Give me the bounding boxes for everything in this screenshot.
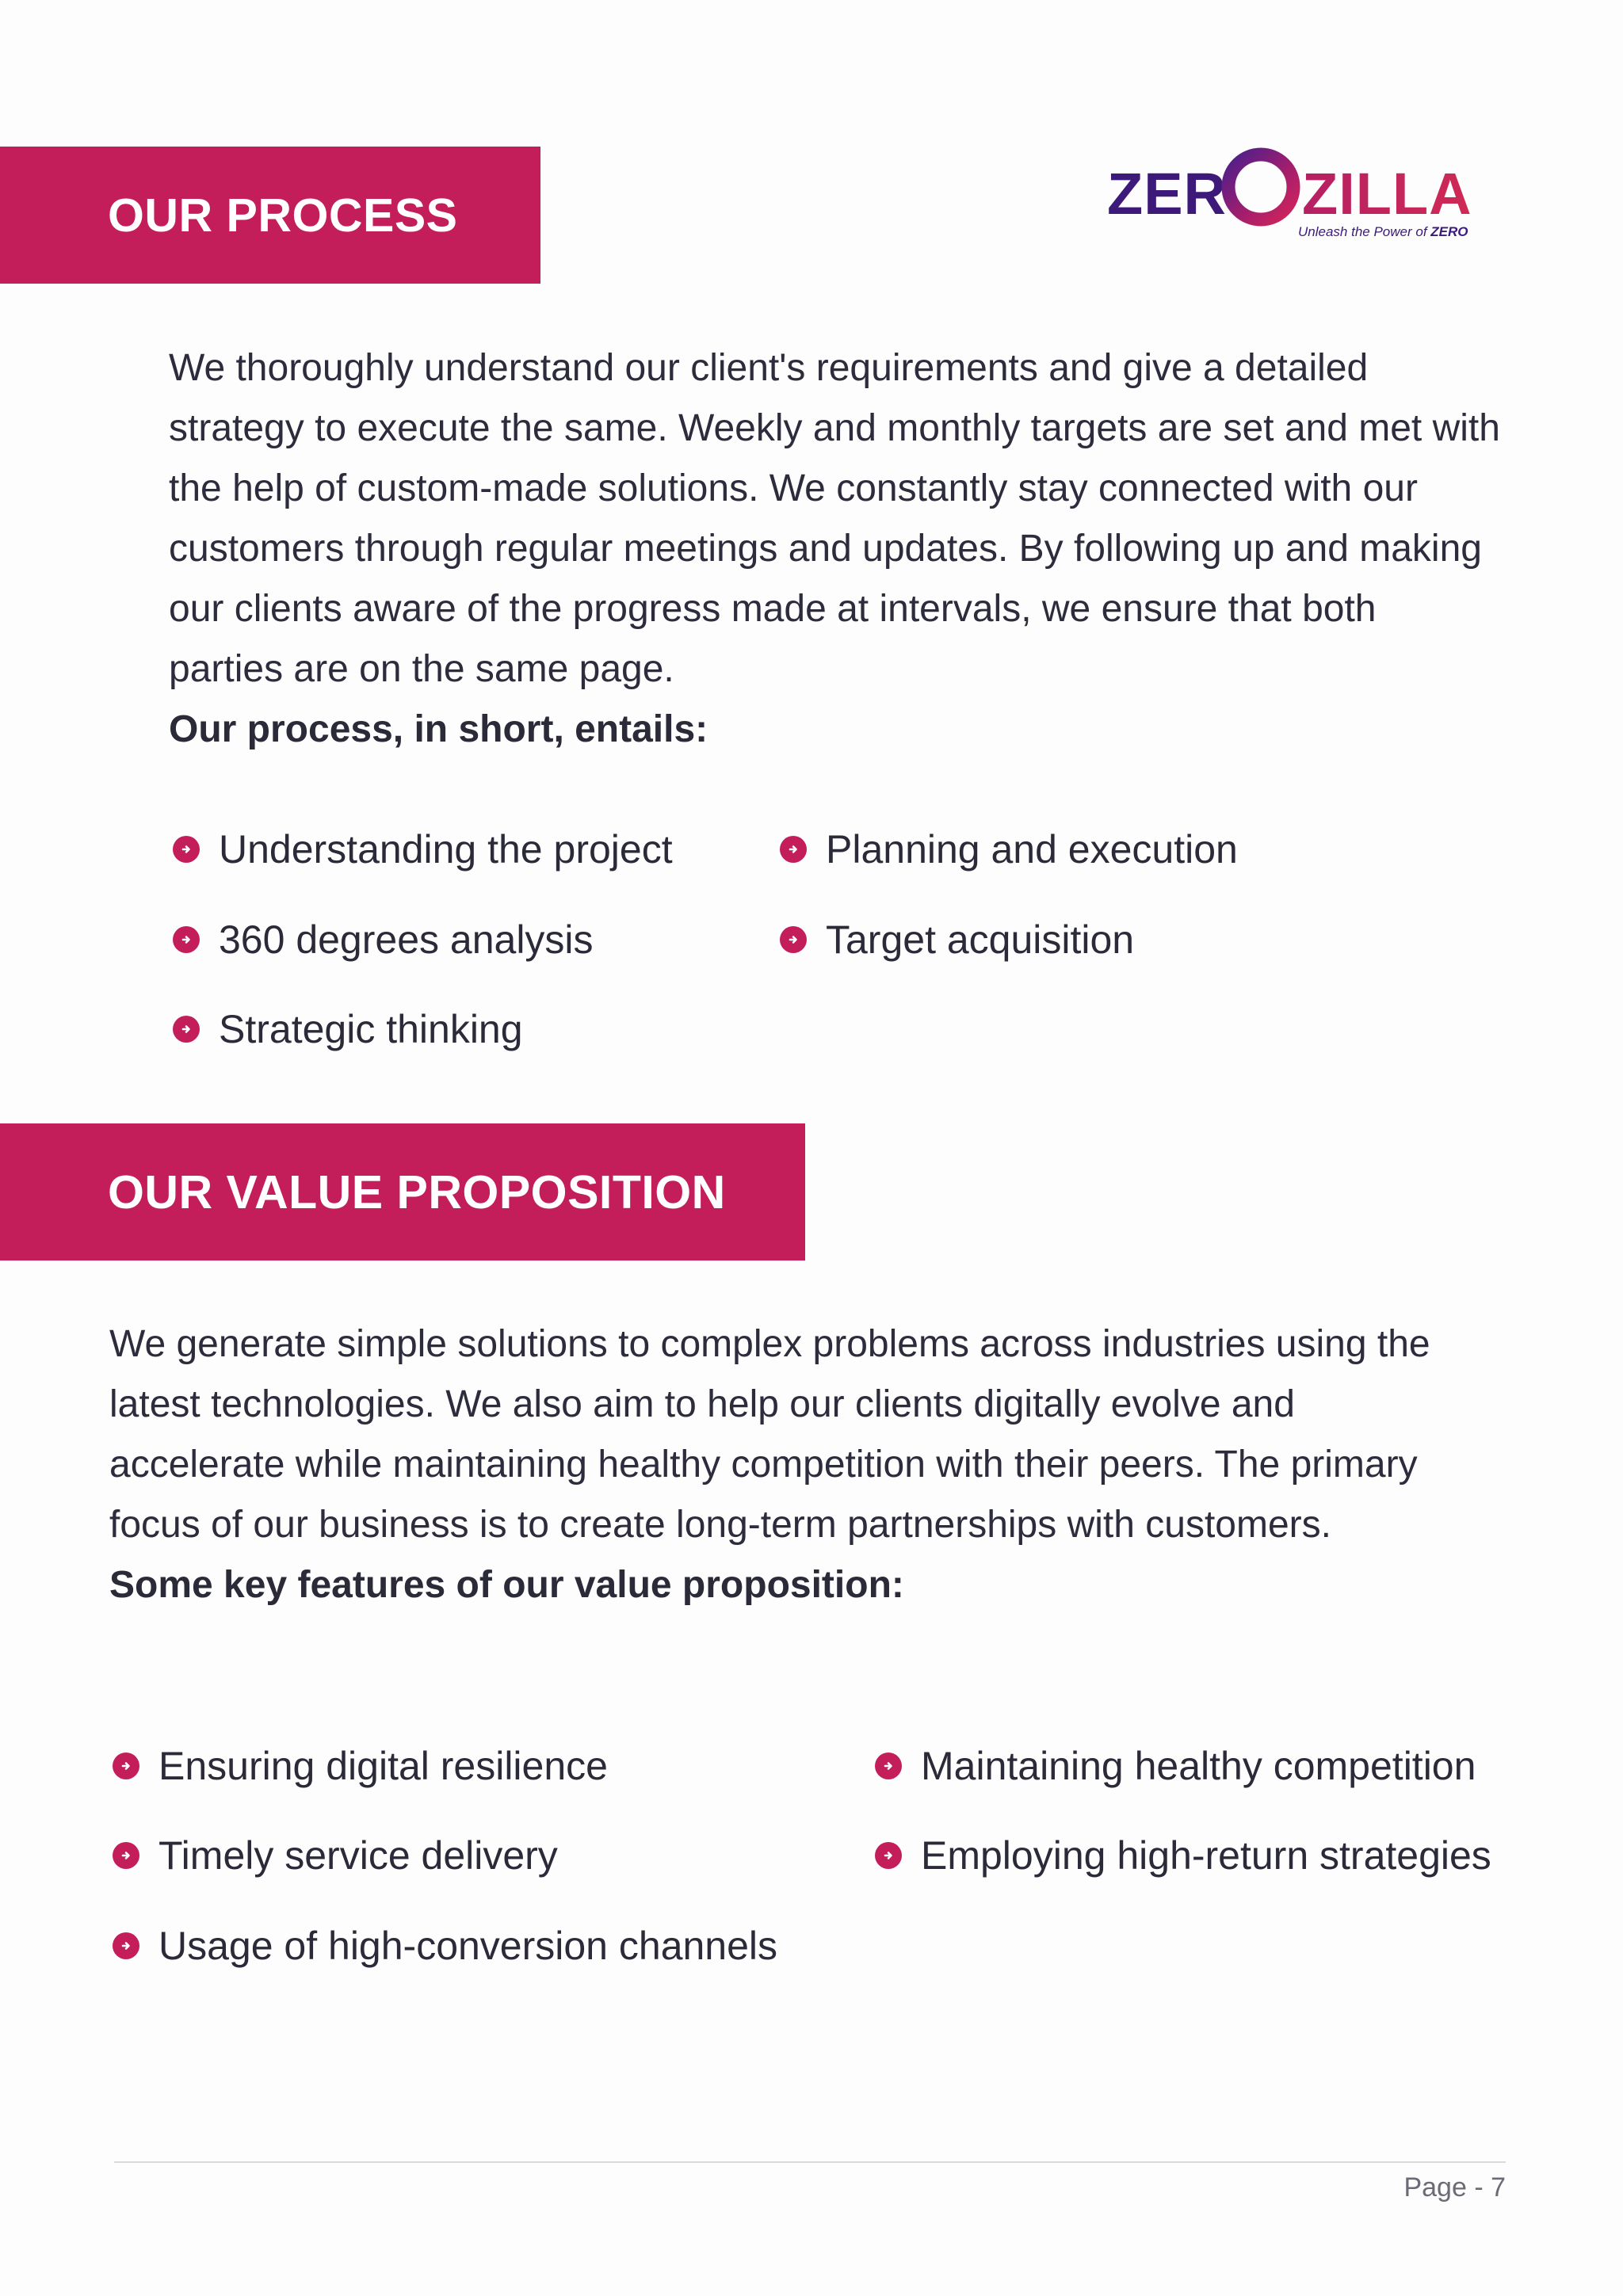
arrow-circle-icon: [173, 836, 200, 863]
page-number: Page - 7: [1403, 2172, 1506, 2203]
section-heading-label: OUR PROCESS: [108, 189, 458, 242]
section-heading-value: [0, 1123, 805, 1261]
list-item-label: Maintaining healthy competition: [921, 1744, 1476, 1788]
list-item-label: 360 degrees analysis: [219, 917, 594, 962]
logo-wordmark-left: ZER: [1107, 161, 1227, 227]
value-list-item: [113, 1833, 558, 1878]
value-list-item: [875, 1833, 1491, 1878]
process-list-item: [780, 917, 1134, 963]
arrow-circle-icon: [875, 1753, 902, 1779]
arrow-circle-icon: [875, 1842, 902, 1869]
list-item-label: Target acquisition: [826, 917, 1135, 962]
arrow-circle-icon: [780, 926, 807, 953]
list-item-label: Timely service delivery: [158, 1833, 558, 1878]
process-description: [169, 338, 1500, 760]
process-list-item: [780, 826, 1238, 872]
value-list-item: [875, 1743, 1476, 1789]
value-paragraph: We generate simple solutions to complex problems across industries using the latest technologies. We also aim to help our clients digitally evolve and accelerate while maintaining healthy competition with their peers. The primary focus of our business is to create long-term partnerships with customers.: [109, 1323, 1430, 1546]
arrow-circle-icon: [113, 1753, 139, 1779]
list-item-label: Employing high-return strategies: [921, 1833, 1491, 1878]
logo-tagline: Unleash the Power of ZERO: [1298, 224, 1468, 239]
value-lead: Some key features of our value proposition:: [109, 1564, 904, 1606]
list-item-label: Usage of high-conversion channels: [158, 1924, 778, 1968]
arrow-circle-icon: [113, 1932, 139, 1959]
zerozilla-logo: [1104, 141, 1476, 244]
arrow-circle-icon: [173, 1016, 200, 1043]
process-list-item: [173, 826, 673, 872]
process-list-item: [173, 1006, 523, 1052]
list-item-label: Strategic thinking: [219, 1007, 523, 1051]
process-list-item: [173, 917, 594, 963]
value-description: [109, 1314, 1441, 1615]
arrow-circle-icon: [780, 836, 807, 863]
value-list-item: [113, 1923, 777, 1969]
footer-divider: [114, 2161, 1506, 2163]
arrow-circle-icon: [113, 1842, 139, 1869]
logo-ring-icon: [1228, 154, 1293, 219]
process-paragraph: We thoroughly understand our client's requirements and give a detailed strategy to execute the same. Weekly and monthly targets are set and met with the help of custom-made solutions. We constantly stay connected with our customers through regular meetings and updates. By following up and making our clients aware of the progress made at intervals, we ensure that both parties are on the same page.: [169, 347, 1500, 690]
section-heading-label: OUR VALUE PROPOSITION: [108, 1165, 726, 1219]
list-item-label: Planning and execution: [826, 827, 1238, 871]
arrow-circle-icon: [173, 926, 200, 953]
value-list-item: [113, 1743, 608, 1789]
list-item-label: Understanding the project: [219, 827, 673, 871]
logo-wordmark-right: ZILLA: [1302, 161, 1472, 227]
list-item-label: Ensuring digital resilience: [158, 1744, 608, 1788]
process-lead: Our process, in short, entails:: [169, 708, 708, 750]
section-heading-process: [0, 147, 540, 284]
